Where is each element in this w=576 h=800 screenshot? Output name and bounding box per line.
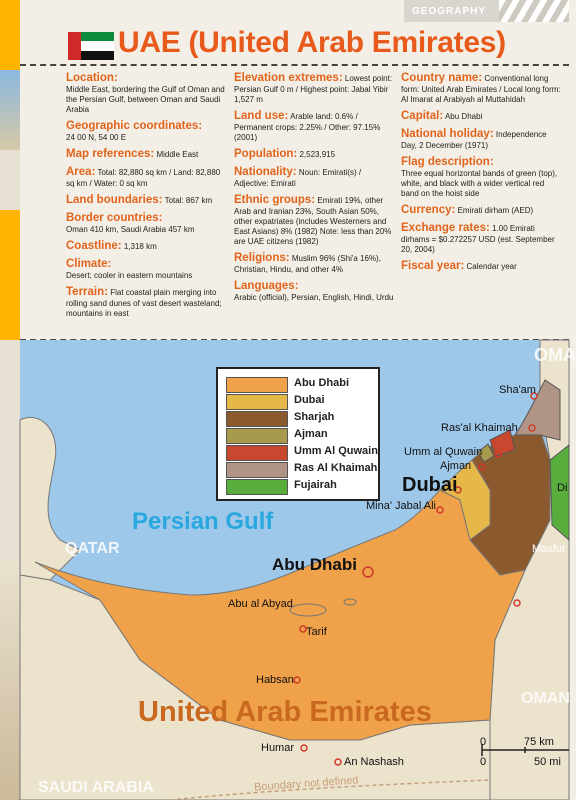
fact-languages: Languages: Arabic (official), Persian, English, Hindi, Urdu [234,280,394,302]
top-divider [20,64,569,66]
fact-elevation: Elevation extremes: Lowest point: Persian Gulf 0 m / Highest point: Jabal Yibir 1,527 m [234,72,393,104]
facts-column-left [66,72,228,324]
section-label: GEOGRAPHY [412,6,487,17]
qatar-label: QATAR [65,540,120,557]
abu-al-abyad-island [290,604,326,616]
legend-label: Fujairah [294,479,337,491]
city-di: Di [557,482,568,494]
strip-photo-1 [0,0,20,70]
fact-fiscal-year: Fiscal year: Calendar year [401,260,517,272]
city-abu-dhabi: Abu Dhabi [272,555,357,574]
legend-label: Dubai [294,394,325,406]
city-umm-al-quwain: Umm al Quwain [404,446,483,458]
island [344,599,356,605]
map-legend [216,367,380,501]
legend-swatch [226,377,288,393]
fact-coastline: Coastline: 1,318 km [66,240,157,252]
fact-area: Area: Total: 82,880 sq km / Land: 82,880 sq km / Water: 0 sq km [66,166,221,188]
legend-swatch [226,445,288,461]
city-mina-jabal-ali: Mina' Jabal Ali [366,500,436,512]
city-ajman: Ajman [440,460,472,472]
oman-top-label: OMA [534,345,576,365]
legend-swatch [226,394,288,410]
facts-column-middle [234,72,394,308]
scale-mi: 50 mi [534,756,561,768]
legend-label: Ajman [294,428,328,440]
persian-gulf-label: Persian Gulf [132,508,274,535]
oman-right-label: OMAN [521,690,570,707]
legend-swatch [226,479,288,495]
fact-population: Population: 2,523,915 [234,148,336,160]
fact-terrain: Terrain: Flat coastal plain merging into rolling sand dunes of vast desert wasteland; mountains in east [66,286,222,318]
fact-climate: Climate: Desert; cooler in eastern mountains [66,258,193,280]
fact-location: Location: Middle East, bordering the Gulf of Oman and the Persian Gulf, between Oman and Saudi Arabia [66,72,225,114]
legend-swatch [226,428,288,444]
fact-land-use: Land use: Arable land: 0.6% / Permanent crops: 2.25% / Other: 97.15% (2001) [234,110,381,142]
uae-flag-icon [68,32,114,60]
city-humar: Humar [261,742,295,754]
fact-country-name: Country name: Conventional long form: United Arab Emirates / Local long form: Al Imarat al Arabiyah al Muttahidah [401,72,561,104]
fact-exchange-rates: Exchange rates: 1.00 Emirati dirhams = $0.272257 USD (est. September 20, 2004) [401,222,555,254]
legend-label: Abu Dhabi [294,377,349,389]
legend-label: Ras Al Khaimah [294,462,378,474]
strip-photo-4 [0,560,20,800]
fact-ethnic-groups: Ethnic groups: Emirati 19%, other Arab and Iranian 23%, South Asian 50%, other expatriates (includes Westerners and East Asians) 8% (1982) Note: less than 20% are UAE citizens (1982) [234,194,392,246]
strip-photo-3 [0,210,20,340]
tab-stripes [499,0,569,22]
city-tarif: Tarif [306,626,327,638]
city-abu-al-abyad: Abu al Abyad [228,598,293,610]
fact-currency: Currency: Emirati dirham (AED) [401,204,534,216]
legend-label: Sharjah [294,411,335,423]
city-habsan: Habsan [256,674,294,686]
legend-swatch [226,411,288,427]
saudi-arabia-label: SAUDI ARABIA [38,779,154,796]
fact-coordinates: Geographic coordinates: 24 00 N, 54 00 E [66,120,203,142]
fact-flag-description: Flag description: Three equal horizontal bands of green (top), white, and black with a wider vertical red band on the hoist side [401,156,558,198]
city-ras-al-khaimah: Ras'al Khaimah [441,422,518,434]
scale-km: 75 km [524,736,554,748]
city-an-nashash: An Nashash [344,756,404,768]
facts-column-right [401,72,561,278]
city-masfut: Masfut [532,543,566,555]
city-shaam: Sha'am [499,384,536,396]
fact-land-boundaries: Land boundaries: Total: 867 km [66,194,213,206]
legend-swatch [226,462,288,478]
fact-capital: Capital: Abu Dhabi [401,110,483,122]
fact-religions: Religions: Muslim 96% (Shi'a 16%), Christian, Hindu, and other 4% [234,252,381,274]
country-label: United Arab Emirates [138,696,432,728]
scale-zero-top: 0 [480,736,487,748]
scale-zero-bottom: 0 [480,756,487,768]
strip-photo-2 [0,70,20,150]
fact-nationality: Nationality: Noun: Emirati(s) / Adjective: Emirati [234,166,362,188]
fact-map-references: Map references: Middle East [66,148,199,160]
boundary-label: Boundary not defined [253,774,359,794]
legend-label: Umm Al Quwain [294,445,378,457]
city-dubai: Dubai [402,474,458,496]
fact-national-holiday: National holiday: Independence Day, 2 December (1971) [401,128,547,150]
left-photo-strip [0,0,20,800]
page-title: UAE (United Arab Emirates) [118,26,506,59]
fact-border-countries: Border countries: Oman 410 km, Saudi Arabia 457 km [66,212,195,234]
section-tab [404,0,569,22]
